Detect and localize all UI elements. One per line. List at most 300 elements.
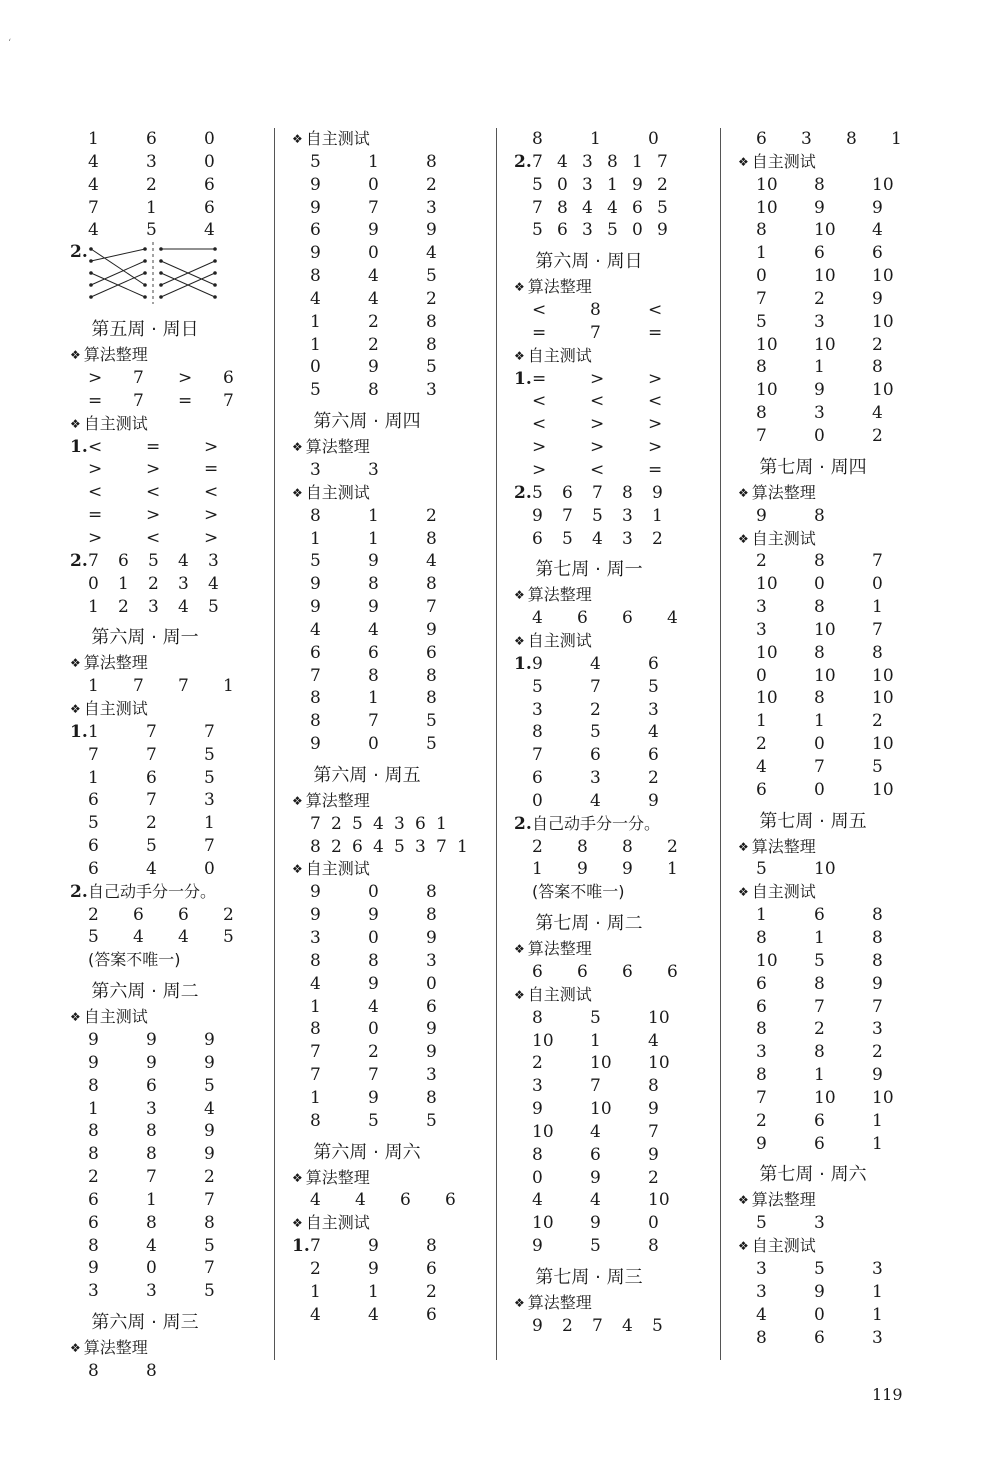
answer-cell: 2 bbox=[148, 573, 159, 594]
answer-row bbox=[70, 812, 260, 835]
question-number bbox=[70, 1098, 88, 1121]
answer-row bbox=[292, 219, 482, 242]
answer-cell: 10 bbox=[814, 334, 836, 355]
answer-cell: 8 bbox=[814, 973, 825, 994]
answer-cell: 4 bbox=[88, 151, 99, 172]
answer-cell: 8 bbox=[622, 482, 633, 503]
answer-row bbox=[514, 219, 704, 242]
answer-cell: 3 bbox=[756, 1281, 767, 1302]
answer-cell: 10 bbox=[872, 380, 894, 401]
answer-cell: 4 bbox=[146, 858, 157, 879]
answer-cell: 7 bbox=[872, 551, 883, 572]
question-number bbox=[292, 1281, 310, 1304]
section-heading: 第六周 · 周四 bbox=[313, 411, 421, 433]
answer-cell: 2 bbox=[426, 288, 437, 309]
question-number bbox=[514, 390, 532, 413]
question-number bbox=[514, 1212, 532, 1235]
answer-cell: > bbox=[590, 368, 605, 389]
subsection-label: ❖ 算法整理 bbox=[514, 276, 704, 299]
answer-cell: < bbox=[88, 436, 103, 457]
column-divider bbox=[720, 128, 721, 1360]
answer-cell: 8 bbox=[846, 129, 857, 149]
answer-cell: 5 bbox=[426, 734, 437, 755]
answer-cell: 9 bbox=[204, 1030, 215, 1050]
question-number bbox=[514, 881, 532, 904]
answer-cell: = bbox=[204, 459, 219, 480]
answer-row bbox=[738, 219, 928, 242]
answer-row bbox=[292, 1110, 482, 1133]
answer-cell: 7 bbox=[204, 1189, 215, 1210]
answer-row bbox=[738, 904, 928, 927]
answer-column-4 bbox=[738, 128, 928, 1349]
question-number bbox=[514, 459, 532, 482]
answer-cell: 1 bbox=[310, 996, 321, 1017]
answer-cell: 7 bbox=[590, 1076, 601, 1097]
answer-row bbox=[292, 505, 482, 528]
answer-cell: 5 bbox=[426, 1110, 437, 1131]
answer-cell: 7 bbox=[133, 368, 144, 389]
answer-cell: 6 bbox=[532, 528, 543, 549]
subsection-label: ❖ 自主测试 bbox=[292, 128, 482, 151]
question-number bbox=[70, 789, 88, 812]
answer-cell: 7 bbox=[310, 1042, 321, 1063]
answer-cell: 4 bbox=[426, 243, 437, 264]
answer-row bbox=[514, 1167, 704, 1190]
answer-cell: 9 bbox=[590, 1213, 601, 1234]
answer-cell: 1 bbox=[310, 528, 321, 549]
answer-row bbox=[738, 379, 928, 402]
question-number bbox=[738, 687, 756, 710]
answer-cell: 8 bbox=[146, 1144, 157, 1165]
answer-cell: 10 bbox=[648, 1007, 670, 1028]
question-number bbox=[292, 1189, 310, 1212]
subsection-label: ❖ 自主测试 bbox=[70, 698, 260, 721]
answer-cell: 8 bbox=[88, 1075, 99, 1096]
answer-cell: 2 bbox=[368, 334, 379, 355]
answer-row bbox=[514, 607, 704, 630]
answer-cell: 0 bbox=[310, 357, 321, 378]
answer-row bbox=[70, 767, 260, 790]
answer-cell: 1 bbox=[368, 528, 379, 549]
answer-cell: 7 bbox=[532, 197, 543, 218]
answer-cell: 7 bbox=[310, 1236, 321, 1257]
question-number bbox=[738, 402, 756, 425]
answer-cell: 4 bbox=[872, 220, 883, 241]
answer-cell: 3 bbox=[208, 550, 219, 571]
question-number: 2. bbox=[514, 151, 532, 172]
answer-cell: > bbox=[532, 459, 547, 480]
answer-cell: 3 bbox=[426, 380, 437, 401]
answer-row bbox=[514, 653, 704, 676]
section-heading: 第六周 · 周五 bbox=[313, 764, 421, 786]
answer-cell: 2 bbox=[667, 836, 678, 857]
answer-row bbox=[292, 356, 482, 379]
question-number bbox=[70, 390, 88, 413]
answer-cell: 9 bbox=[577, 859, 588, 880]
answer-cell: 8 bbox=[756, 1327, 767, 1348]
answer-cell: 2 bbox=[814, 1019, 825, 1040]
answer-cell: 5 bbox=[590, 722, 601, 743]
answer-cell: 3 bbox=[756, 597, 767, 618]
answer-cell: 10 bbox=[648, 1190, 670, 1211]
answer-cell: 6 bbox=[445, 1190, 456, 1211]
answer-cell: 7 bbox=[368, 197, 379, 218]
answer-cell: 1 bbox=[756, 711, 767, 732]
answer-cell: 6 bbox=[814, 1110, 825, 1131]
answer-row bbox=[292, 642, 482, 665]
answer-row bbox=[514, 836, 704, 859]
question-number bbox=[70, 1189, 88, 1212]
answer-row bbox=[292, 927, 482, 950]
answer-cell: 0 bbox=[368, 928, 379, 948]
answer-row bbox=[292, 459, 482, 482]
answer-cell: 5 bbox=[146, 836, 157, 857]
answer-row bbox=[292, 1018, 482, 1041]
answer-cell: 4 bbox=[590, 653, 601, 674]
answer-cell: 8 bbox=[756, 220, 767, 241]
answer-row bbox=[70, 1143, 260, 1166]
question-number bbox=[70, 367, 88, 390]
answer-cell: 8 bbox=[146, 1212, 157, 1233]
question-number: 2. bbox=[70, 881, 88, 902]
subsection-label: ❖ 算法整理 bbox=[70, 344, 260, 367]
question-number bbox=[292, 151, 310, 174]
answer-cell: 1 bbox=[436, 813, 447, 834]
answer-cell: 4 bbox=[648, 722, 659, 743]
answer-row bbox=[514, 1235, 704, 1258]
answer-cell: 2 bbox=[872, 334, 883, 355]
answer-cell: 2 bbox=[657, 174, 668, 195]
subsection-label: ❖ 自主测试 bbox=[70, 413, 260, 436]
answer-cell: 8 bbox=[648, 1236, 659, 1257]
subsection-label: ❖ 自主测试 bbox=[514, 345, 704, 368]
answer-cell: 1 bbox=[223, 676, 234, 697]
answer-cell: 9 bbox=[310, 734, 321, 755]
question-number bbox=[292, 733, 310, 756]
answer-cell: 4 bbox=[607, 197, 618, 218]
answer-cell: 2 bbox=[118, 596, 129, 617]
answer-cell: 0 bbox=[756, 665, 767, 686]
answer-cell: 8 bbox=[426, 688, 437, 709]
answer-cell: 9 bbox=[310, 905, 321, 926]
answer-cell: 6 bbox=[88, 1212, 99, 1233]
answer-cell: 0 bbox=[814, 734, 825, 755]
answer-cell: 0 bbox=[146, 1258, 157, 1279]
answer-cell: 9 bbox=[310, 197, 321, 218]
answer-row bbox=[514, 767, 704, 790]
answer-cell: 4 bbox=[582, 197, 593, 218]
answer-cell: 10 bbox=[590, 1053, 612, 1074]
answer-cell: 6 bbox=[532, 768, 543, 789]
answer-cell: 10 bbox=[814, 266, 836, 287]
answer-cell: > bbox=[648, 368, 663, 389]
answer-row bbox=[514, 676, 704, 699]
question-number bbox=[514, 1030, 532, 1053]
question-number bbox=[292, 1041, 310, 1064]
answer-cell: 8 bbox=[557, 197, 568, 218]
answer-cell: 3 bbox=[872, 1019, 883, 1040]
answer-cell: 4 bbox=[756, 756, 767, 777]
question-number bbox=[738, 265, 756, 288]
question-number bbox=[70, 949, 88, 972]
answer-cell: 0 bbox=[368, 882, 379, 903]
answer-cell: 5 bbox=[310, 380, 321, 401]
answer-cell: 6 bbox=[557, 220, 568, 241]
answer-cell: 1 bbox=[590, 1030, 601, 1051]
answer-cell: 8 bbox=[756, 403, 767, 424]
question-number bbox=[514, 836, 532, 859]
answer-cell: 1 bbox=[872, 597, 883, 618]
answer-cell: 8 bbox=[872, 357, 883, 378]
section-heading: 第七周 · 周三 bbox=[535, 1266, 643, 1288]
answer-cell: 6 bbox=[814, 1327, 825, 1348]
question-number bbox=[514, 528, 532, 551]
answer-row bbox=[292, 733, 482, 756]
answer-row bbox=[70, 1098, 260, 1121]
answer-cell: 2 bbox=[368, 311, 379, 332]
answer-cell: 0 bbox=[368, 243, 379, 264]
answer-row bbox=[514, 1052, 704, 1075]
answer-cell: 8 bbox=[310, 836, 321, 857]
answer-row bbox=[70, 858, 260, 881]
answer-cell: 4 bbox=[557, 151, 568, 172]
answer-cell: 6 bbox=[532, 962, 543, 982]
subsection-label: ❖ 自主测试 bbox=[292, 858, 482, 881]
answer-cell: 10 bbox=[590, 1099, 612, 1120]
answer-row bbox=[738, 1133, 928, 1156]
answer-cell: 8 bbox=[532, 722, 543, 743]
answer-cell: 2 bbox=[652, 528, 663, 549]
answer-cell: 3 bbox=[582, 151, 593, 172]
answer-cell: 8 bbox=[368, 574, 379, 595]
answer-text: (答案不唯一) bbox=[88, 950, 181, 970]
answer-row bbox=[292, 1064, 482, 1087]
answer-row bbox=[514, 197, 704, 220]
answer-cell: 8 bbox=[310, 711, 321, 732]
subsection-label: ❖ 算法整理 bbox=[292, 436, 482, 459]
answer-cell: 6 bbox=[814, 905, 825, 926]
answer-cell: 4 bbox=[146, 1235, 157, 1256]
question-number bbox=[738, 973, 756, 996]
answer-row bbox=[514, 413, 704, 436]
answer-cell: 8 bbox=[814, 642, 825, 663]
question-number bbox=[70, 504, 88, 527]
question-number bbox=[70, 1235, 88, 1258]
answer-cell: 7 bbox=[146, 744, 157, 765]
answer-cell: 3 bbox=[532, 1076, 543, 1097]
question-number bbox=[738, 219, 756, 242]
answer-cell: 8 bbox=[426, 574, 437, 595]
answer-cell: 5 bbox=[148, 550, 159, 571]
question-number bbox=[292, 642, 310, 665]
answer-cell: 0 bbox=[814, 779, 825, 800]
answer-cell: 3 bbox=[146, 1098, 157, 1119]
answer-cell: 5 bbox=[204, 1075, 215, 1096]
answer-row bbox=[70, 1166, 260, 1189]
answer-cell: 9 bbox=[532, 505, 543, 526]
answer-row bbox=[70, 174, 260, 197]
answer-cell: 2 bbox=[331, 813, 342, 834]
question-number bbox=[738, 425, 756, 448]
answer-cell: 9 bbox=[204, 1144, 215, 1165]
answer-cell: 1 bbox=[814, 711, 825, 732]
answer-row bbox=[70, 481, 260, 504]
question-number bbox=[738, 1064, 756, 1087]
answer-cell: 4 bbox=[178, 927, 189, 948]
answer-cell: 8 bbox=[146, 1360, 157, 1381]
answer-row bbox=[70, 436, 260, 459]
answer-cell: 5 bbox=[590, 1236, 601, 1257]
answer-cell: 5 bbox=[394, 836, 405, 857]
answer-row bbox=[514, 1189, 704, 1212]
answer-row bbox=[292, 619, 482, 642]
answer-cell: 7 bbox=[310, 1065, 321, 1086]
answer-cell: > bbox=[590, 414, 605, 435]
question-number bbox=[738, 1110, 756, 1133]
answer-cell: 1 bbox=[146, 197, 157, 218]
answer-row bbox=[292, 265, 482, 288]
subsection-label: ❖ 算法整理 bbox=[738, 836, 928, 859]
answer-cell: 8 bbox=[310, 950, 321, 971]
question-number: 1. bbox=[514, 368, 532, 389]
question-number bbox=[738, 1133, 756, 1156]
answer-cell: < bbox=[648, 391, 663, 412]
answer-cell: 3 bbox=[426, 950, 437, 971]
answer-cell: 3 bbox=[426, 1065, 437, 1086]
answer-cell: 5 bbox=[756, 311, 767, 332]
subsection-label: ❖ 算法整理 bbox=[70, 1337, 260, 1360]
answer-row bbox=[292, 1281, 482, 1304]
answer-cell: 8 bbox=[426, 665, 437, 686]
question-number bbox=[70, 675, 88, 698]
answer-cell: 6 bbox=[88, 790, 99, 811]
answer-cell: 1 bbox=[756, 243, 767, 264]
answer-cell: 9 bbox=[368, 905, 379, 926]
answer-row bbox=[738, 242, 928, 265]
answer-cell: 5 bbox=[592, 505, 603, 526]
answer-cell: 1 bbox=[88, 596, 99, 617]
answer-cell: 6 bbox=[872, 243, 883, 264]
answer-cell: 5 bbox=[204, 767, 215, 788]
answer-row bbox=[738, 1258, 928, 1281]
question-number bbox=[292, 197, 310, 220]
answer-cell: 10 bbox=[872, 665, 894, 686]
answer-cell: 8 bbox=[590, 300, 601, 321]
answer-cell: 3 bbox=[310, 928, 321, 948]
answer-row bbox=[292, 334, 482, 357]
answer-row bbox=[514, 1007, 704, 1030]
answer-cell: 3 bbox=[622, 505, 633, 526]
answer-cell: 6 bbox=[204, 197, 215, 218]
question-number bbox=[514, 676, 532, 699]
answer-cell: 3 bbox=[756, 1258, 767, 1279]
answer-cell: 10 bbox=[872, 779, 894, 800]
answer-row bbox=[70, 390, 260, 413]
answer-cell: 1 bbox=[310, 334, 321, 355]
answer-cell: 3 bbox=[146, 1281, 157, 1302]
answer-cell: 8 bbox=[756, 928, 767, 948]
subsection-label: ❖ 自主测试 bbox=[514, 630, 704, 653]
answer-cell: 8 bbox=[814, 1042, 825, 1063]
answer-cell: 7 bbox=[756, 1087, 767, 1108]
answer-cell: 4 bbox=[204, 220, 215, 241]
question-number bbox=[514, 1235, 532, 1258]
answer-cell: 10 bbox=[756, 380, 778, 401]
answer-cell: 9 bbox=[88, 1052, 99, 1073]
question-number bbox=[292, 710, 310, 733]
answer-row bbox=[514, 482, 704, 505]
question-number bbox=[70, 1029, 88, 1052]
question-number bbox=[292, 505, 310, 528]
answer-cell: 2 bbox=[368, 1042, 379, 1063]
answer-cell: 7 bbox=[310, 813, 321, 834]
answer-cell: 6 bbox=[756, 973, 767, 994]
answer-row bbox=[738, 950, 928, 973]
answer-row bbox=[292, 665, 482, 688]
answer-cell: 9 bbox=[872, 973, 883, 994]
question-number bbox=[70, 174, 88, 197]
answer-cell: < bbox=[88, 482, 103, 503]
answer-cell: 8 bbox=[310, 1110, 321, 1131]
question-number: 1. bbox=[70, 721, 88, 742]
answer-cell: 8 bbox=[146, 1121, 157, 1142]
answer-row bbox=[514, 390, 704, 413]
answer-cell: 9 bbox=[310, 597, 321, 618]
section-heading: 第七周 · 周四 bbox=[759, 456, 867, 478]
answer-cell: < bbox=[146, 482, 161, 503]
answer-column-1 bbox=[70, 128, 260, 1383]
answer-cell: 7 bbox=[204, 836, 215, 857]
answer-row bbox=[514, 322, 704, 345]
answer-cell: 9 bbox=[657, 220, 668, 241]
answer-cell: 0 bbox=[648, 1213, 659, 1234]
question-number bbox=[292, 311, 310, 334]
answer-cell: 3 bbox=[756, 619, 767, 640]
answer-cell: 1 bbox=[204, 813, 215, 834]
answer-row bbox=[514, 436, 704, 459]
answer-cell: 5 bbox=[756, 859, 767, 880]
answer-cell: 9 bbox=[368, 220, 379, 241]
answer-cell: 0 bbox=[632, 220, 643, 241]
answer-cell: 0 bbox=[872, 574, 883, 595]
column-divider bbox=[496, 128, 497, 1360]
answer-cell: 1 bbox=[872, 1133, 883, 1154]
question-number bbox=[738, 733, 756, 756]
answer-row bbox=[514, 721, 704, 744]
answer-cell: 8 bbox=[88, 1121, 99, 1142]
answer-cell: 2 bbox=[310, 1258, 321, 1279]
answer-row bbox=[70, 1075, 260, 1098]
answer-cell: 1 bbox=[532, 859, 543, 880]
answer-cell: 9 bbox=[310, 574, 321, 595]
answer-row bbox=[292, 311, 482, 334]
answer-row bbox=[514, 790, 704, 813]
answer-cell: 6 bbox=[426, 1304, 437, 1325]
question-number: 2. bbox=[514, 482, 532, 503]
question-number bbox=[738, 1304, 756, 1327]
answer-cell: 8 bbox=[88, 1235, 99, 1256]
subsection-label: ❖ 算法整理 bbox=[738, 482, 928, 505]
answer-cell: 8 bbox=[426, 528, 437, 549]
question-number bbox=[738, 927, 756, 950]
question-number bbox=[292, 596, 310, 619]
answer-cell: 4 bbox=[590, 1121, 601, 1142]
answer-cell: 8 bbox=[310, 505, 321, 526]
answer-cell: 6 bbox=[118, 550, 129, 571]
answer-cell: 4 bbox=[368, 619, 379, 640]
answer-cell: 5 bbox=[146, 220, 157, 241]
answer-cell: 8 bbox=[426, 311, 437, 332]
